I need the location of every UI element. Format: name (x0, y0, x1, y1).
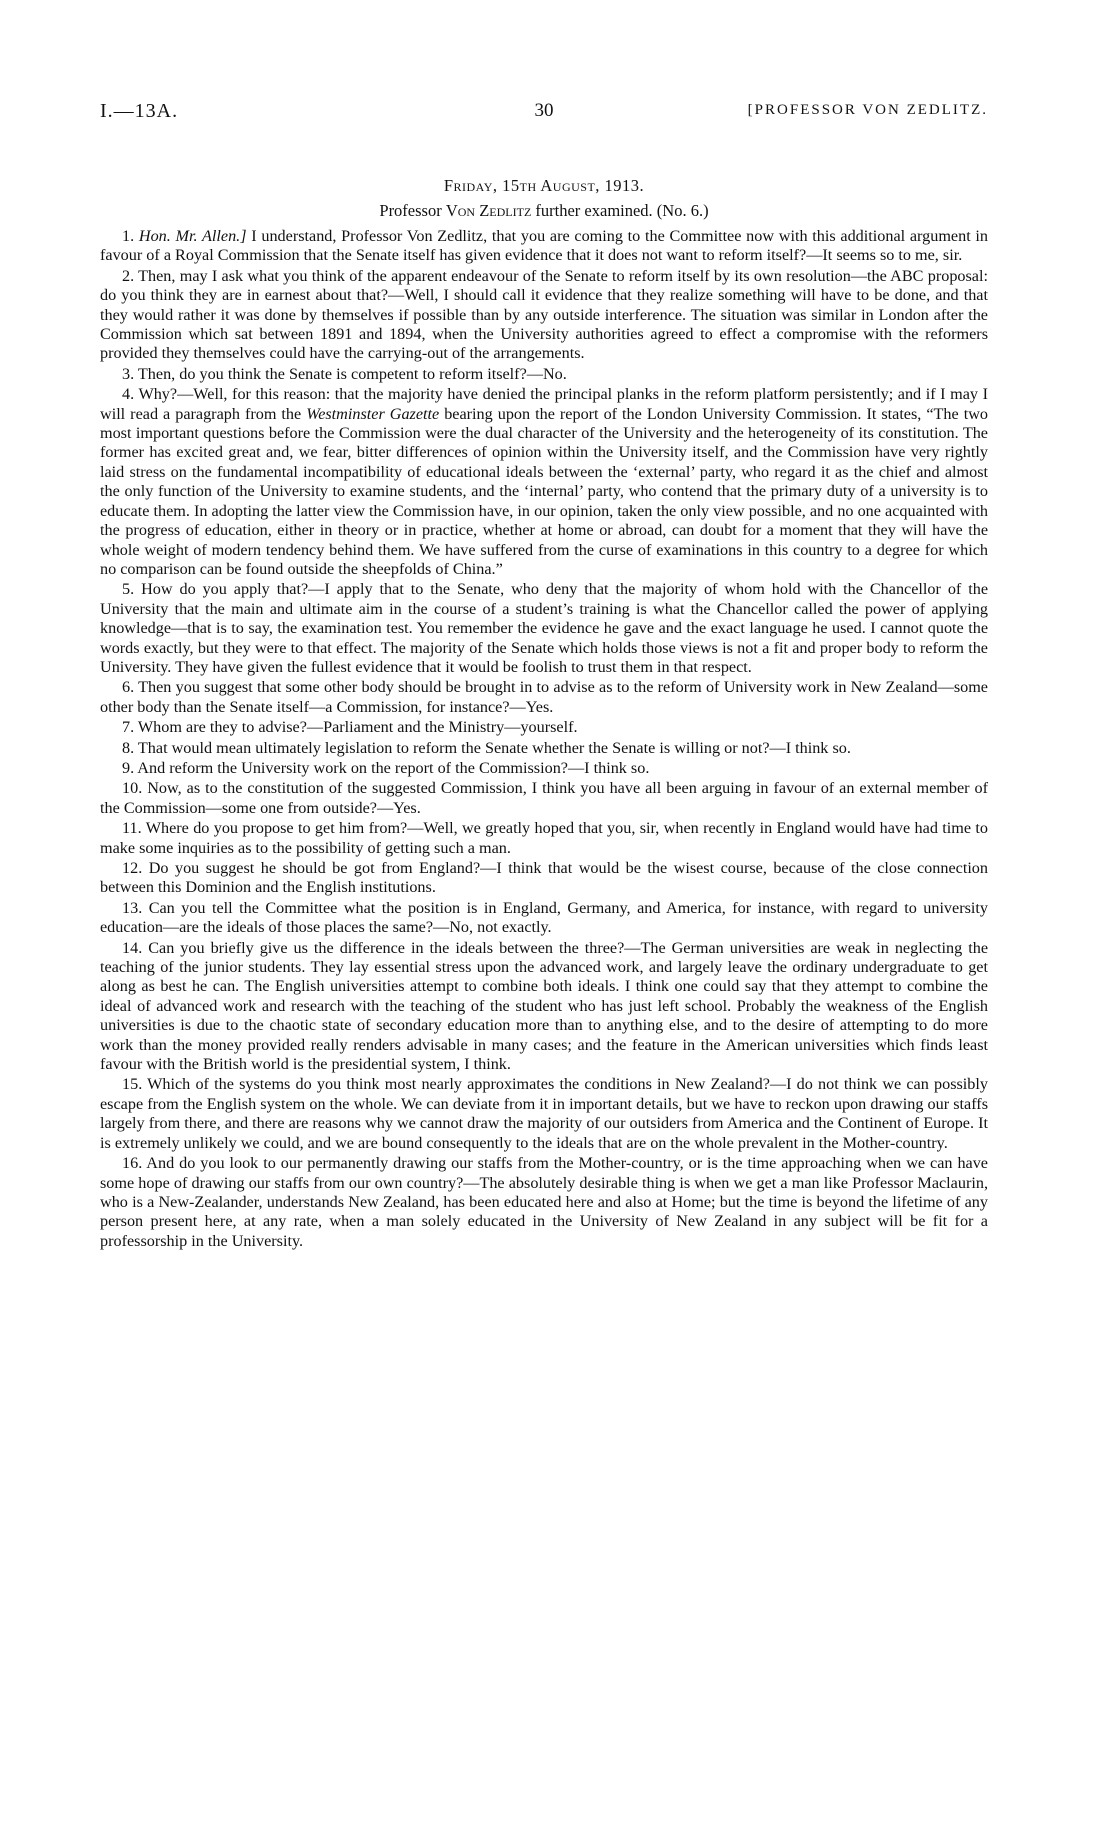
witness-heading: Professor Von Zedlitz further examined. (No. 6.) (379, 201, 709, 220)
question-12: 12. Do you suggest he should be got from England?—I think that would be the wisest course, because of the close connection between this Dominion and the English institutions. (100, 859, 988, 897)
question-9: 9. And reform the University work on the report of the Commission?—I think so. (122, 758, 650, 777)
question-16: 16. And do you look to our permanently drawing our staffs from the Mother-country, or is the time approaching when we can have some hope of drawing our staffs from our own country?—The absolutely desirable thing is when we get a man like Professor Maclaurin, who is a New-Zealander, understands New Zealand, has been educated here and also at Home; but the time is beyond the lifetime of any person present here, at any rate, when a man solely educated in the University of New Zealand in any subject will be fit for a professorship in the University. (100, 1154, 988, 1250)
question-1: 1. Hon. Mr. Allen.] I understand, Professor Von Zedlitz, that you are coming to the Committee now with this additional argument in favour of a Royal Commission that the Senate itself has given evidence that it does not want to reform itself?—It seems so to me, sir. (100, 227, 989, 265)
question-3: 3. Then, do you think the Senate is competent to reform itself?—No. (122, 364, 567, 383)
page-number: 30 (534, 100, 554, 121)
question-5: 5. How do you apply that?—I apply that to the Senate, who deny that the majority of whom hold with the Chancellor of the University that the main and ultimate aim in the course of a student’s training is what the Chancellor called the power of applying knowledge—that is to say, the examination test. You remember the evidence he gave and the exact language he used. I cannot quote the words exactly, but they were to that effect. The majority of the Senate which holds those views is not a fit and proper body to reform the University. They have given the fullest evidence that it would be foolish to trust them in that respect. (100, 580, 989, 676)
witness-name: Von Zedlitz (445, 201, 532, 220)
question-6: 6. Then you suggest that some other body should be brought in to advise as to the reform of University work in New Zealand—some other body than the Senate itself—a Commission, for instance?—Yes. (100, 678, 988, 716)
question-4: 4. Why?—Well, for this reason: that the majority have denied the principal planks in the reform platform persistently; and if I may I will read a paragraph from the Westminster Gazette bearing upon the report of the London University Commission. It states, “The two most important questions before the Commission were the dual character of the University and the heterogeneity of its constitution. The former has excited great and, we fear, bitter differences of opinion within the University itself, and the Commission have very rightly laid stress on the fundamental incompatibility of educational ideals between the ‘external’ party, who regard it as the chief and almost the only function of the University to examine students, and the ‘internal’ party, who contend that the primary duty of a university is to educate them. In adopting the latter view the Commission have, in our opinion, taken the only view possible, and no one acquainted with the progress of education, either in theory or in practice, whether at home or abroad, can doubt for a moment that they will have the whole weight of modern tendency behind them. We have suffered from the curse of examinations in this country to a degree for which no comparison can be found outside the sheepfolds of China.” (100, 385, 988, 578)
session-date: Friday, 15th August, 1913. (443, 176, 645, 195)
cited-newspaper: Westminster Gazette (306, 404, 440, 423)
question-14: 14. Can you briefly give us the difference in the ideals between the three?—The German universities are weak in neglecting the teaching of the junior students. They lay essential stress upon the advanced work, and largely leave the ordinary undergraduate to get along as best he can. The English universities attempt to combine both ideals. I think one could say that they attempt to combine the ideal of advanced work and research with the teaching of the student who has just left school. Probably the weakness of the English universities is due to the chaotic state of secondary education more than to anything else, and to the desire of attempting to do more work than the money provided really renders advisable in many cases; and the feature in the American universities which finds least favour with the British world is the presidential system, I think. (100, 938, 989, 1074)
question-10: 10. Now, as to the constitution of the suggested Commission, I think you have all been arguing in favour of an external member of the Commission—some one from outside?—Yes. (100, 779, 988, 817)
question-2: 2. Then, may I ask what you think of the apparent endeavour of the Senate to reform itself by its own resolution—the ABC proposal: do you think they are in earnest about that?—Well, I should call it evidence that they realize something will have to be done, and that they would rather it was done by themselves if possible than by any outside interference. The situation was similar in London after the Commission which sat between 1891 and 1894, when the University authorities agreed to effect a compromise with the reformers provided they themselves could have the carrying-out of the arrangements. (100, 266, 988, 363)
witness-running-title: [PROFESSOR VON ZEDLITZ. (747, 102, 988, 118)
question-15: 15. Which of the systems do you think most nearly approximates the conditions in New Zealand?—I do not think we can possibly escape from the English system on the whole. We can deviate from it in important details, but we have to reckon upon drawing our staffs largely from there, and there are reasons why we cannot draw the majority of our outsiders from America and the Continent of Europe. It is extremely unlikely we could, and we are bound consequently to the ideals that are on the whole prevalent in the Mother-country. (100, 1075, 988, 1152)
document-page (100, 100, 988, 1252)
question-11: 11. Where do you propose to get him from?—Well, we greatly hoped that you, sir, when recently in England would have had time to make some inquiries as to the possibility of getting such a man. (100, 819, 988, 857)
questioner-name: Hon. Mr. Allen.] (138, 227, 247, 245)
parliamentary-paper-ref: I.—13A. (100, 100, 179, 122)
running-header (100, 100, 988, 130)
question-8: 8. That would mean ultimately legislation to reform the Senate whether the Senate is willing or not?—I think so. (122, 738, 851, 757)
question-13: 13. Can you tell the Committee what the position is in England, Germany, and America, for instance, with regard to university education—are the ideals of those places the same?—No, not exactly. (100, 898, 988, 937)
question-7: 7. Whom are they to advise?—Parliament and the Ministry—yourself. (122, 718, 578, 737)
